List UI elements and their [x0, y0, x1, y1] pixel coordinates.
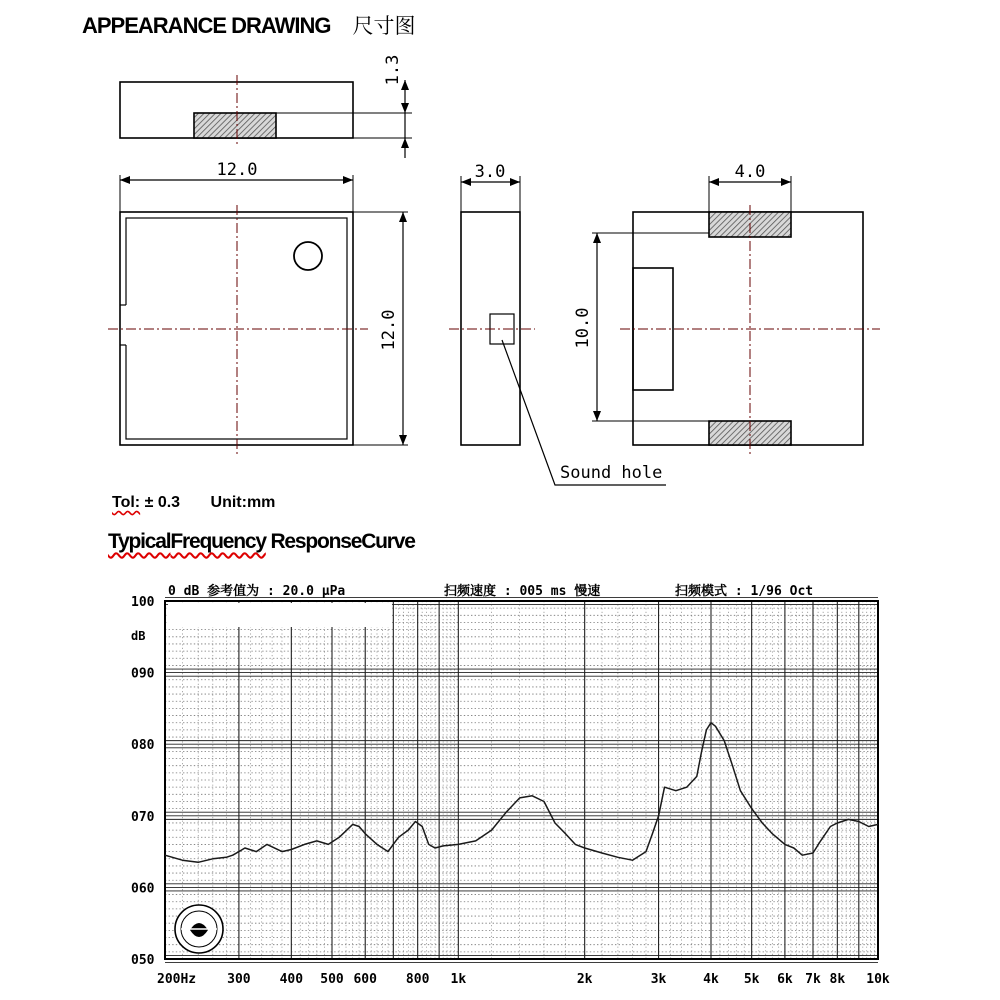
y-tick-label: 070 — [131, 809, 155, 825]
title-english: APPEARANCE DRAWING — [82, 13, 331, 38]
y-tick-label: 090 — [131, 666, 155, 682]
y-tick-label: 060 — [131, 881, 155, 897]
curve-title-word-2: Frequency — [170, 530, 266, 553]
curve-title-word-4: Curve — [361, 530, 415, 553]
chart-header-mask — [168, 603, 392, 627]
x-tick-label: 8k — [829, 972, 846, 987]
curve-title-word-3: Response — [270, 530, 362, 553]
dim-height-label: 1.3 — [383, 54, 403, 86]
x-tick-label: 4k — [703, 972, 719, 987]
chart-mode-label: 扫频模式 : 1/96 Oct — [675, 584, 814, 599]
chart-minor-grid — [165, 601, 878, 959]
x-tick-label: 3k — [650, 972, 667, 987]
tol-value: ± 0.3 — [144, 494, 181, 511]
dim-pad-span-label: 10.0 — [573, 307, 593, 349]
dim-width-label: 12.0 — [216, 160, 258, 180]
x-tick-label: 6k — [777, 972, 793, 987]
x-tick-label: 1k — [450, 972, 467, 987]
x-tick-label: 300 — [227, 972, 251, 987]
x-tick-label: 800 — [405, 972, 430, 987]
x-tick-label: 7k — [805, 972, 821, 987]
chart-speed-label: 扫频速度 : 005 ms 慢速 — [444, 584, 601, 599]
x-tick-label: 600 — [353, 972, 377, 987]
x-tick-label: 2k — [576, 972, 593, 987]
y-tick-label: 080 — [131, 738, 155, 754]
curve-title-word-1: Typical — [108, 530, 171, 553]
x-tick-label: 200Hz — [157, 972, 197, 987]
chart-ref-label: 0 dB 参考值为 : 20.0 μPa — [168, 584, 346, 599]
title-chinese: 尺寸图 — [352, 14, 416, 38]
x-tick-label: 400 — [279, 972, 304, 987]
sound-hole-label: Sound hole — [560, 463, 663, 483]
csy-logo-stamp — [175, 905, 223, 953]
y-tick-label: 050 — [131, 953, 155, 968]
dim-height-right-label: 12.0 — [379, 309, 399, 351]
x-tick-label: 500 — [320, 972, 344, 987]
tol-label: Tol: — [112, 494, 141, 511]
dim-pad-width-label: 4.0 — [734, 162, 766, 182]
x-tick-label: 5k — [743, 972, 760, 987]
y-axis-unit-label: dB — [131, 629, 146, 643]
dim-side-width-label: 3.0 — [474, 162, 506, 182]
y-tick-label: 100 — [131, 595, 155, 610]
unit-label: Unit:mm — [210, 494, 276, 511]
x-tick-label: 10k — [866, 972, 890, 987]
